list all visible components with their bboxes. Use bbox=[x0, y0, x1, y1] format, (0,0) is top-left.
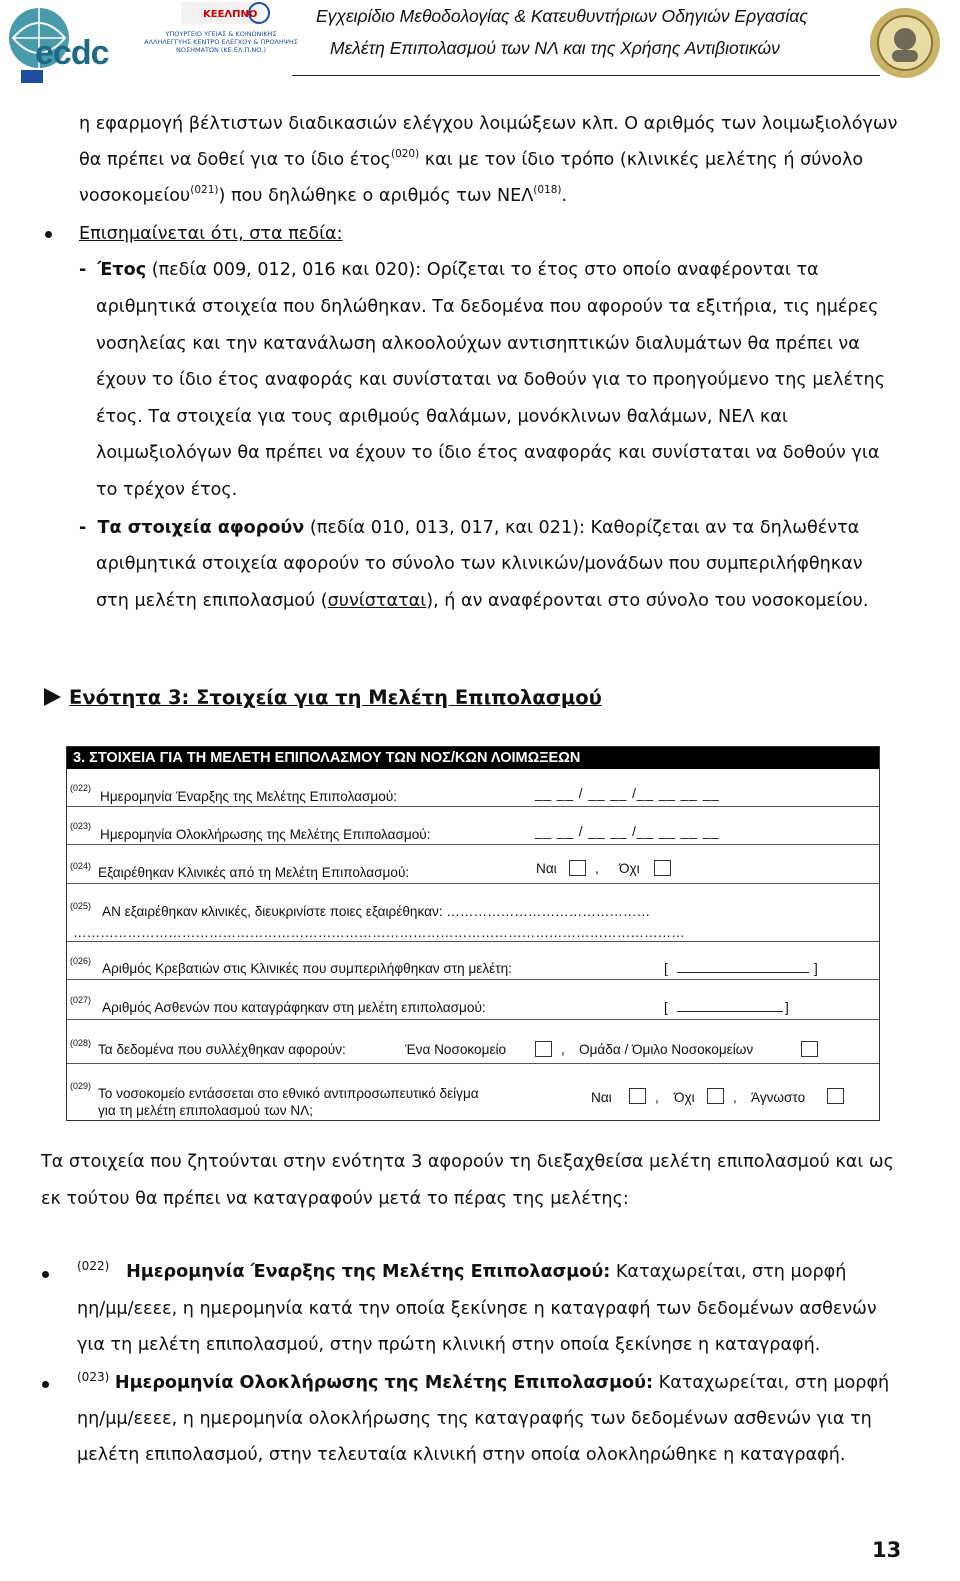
no-checkbox[interactable] bbox=[654, 860, 671, 876]
separator: , bbox=[595, 861, 599, 876]
intro-text: θα πρέπει να δοθεί για το ίδιο έτος bbox=[79, 150, 391, 170]
bullet-dot bbox=[42, 1271, 49, 1278]
separator: , bbox=[655, 1090, 659, 1105]
excluded-clinics-continuation[interactable]: ……………………………………………………………………………………………………………………… bbox=[73, 925, 685, 940]
patients-count-input[interactable] bbox=[677, 1011, 783, 1012]
end-date-input[interactable]: __ __ / __ __ /__ __ __ __ bbox=[535, 824, 720, 839]
field-code: (026) bbox=[70, 956, 92, 966]
medical-seal-logo bbox=[868, 6, 942, 80]
bracket: [ bbox=[664, 1000, 668, 1015]
bracket: ] bbox=[785, 1000, 789, 1015]
intro-text: ) που δηλώθηκε ο αριθμός των ΝΕΛ bbox=[218, 186, 534, 206]
option-label: Ομάδα / Όμιλο Νοσοκομείων bbox=[579, 1042, 754, 1057]
bullet-023-line-1 bbox=[77, 1365, 889, 1402]
field-code: (025) bbox=[70, 901, 92, 911]
keelpno-badge: ΚΕΕΛΠΝΟ bbox=[203, 9, 258, 20]
term: Ημερομηνία Έναρξης της Μελέτης Επιπολασμού: bbox=[126, 1262, 611, 1282]
bullet-022-line-1 bbox=[77, 1254, 846, 1291]
field-label: Εξαιρέθηκαν Κλινικές από τη Μελέτη Επιπολασμού: bbox=[98, 865, 410, 880]
after-form-line-2: εκ τούτου θα πρέπει να καταγραφούν μετά το πέρας της μελέτης: bbox=[41, 1189, 629, 1209]
option-label: Όχι bbox=[674, 1090, 695, 1105]
year-item-line-5: έτος. Τα στοιχεία για τους αριθμούς θαλάμων, μονόκλινων θαλάμων, ΝΕΛ και bbox=[96, 407, 788, 427]
field-code: (028) bbox=[70, 1038, 92, 1048]
option-label: Άγνωστο bbox=[751, 1090, 806, 1105]
intro-text: . bbox=[561, 186, 568, 206]
field-label: Αριθμός Ασθενών που καταγράφηκαν στη μελέτη επιπολασμού: bbox=[102, 1000, 486, 1015]
bullet-dot bbox=[45, 231, 52, 238]
item-text: (πεδία 009, 012, 016 και 020): Ορίζεται το έτος στο οποίο αναφέρονται τα bbox=[146, 260, 819, 280]
field-ref: (021) bbox=[190, 184, 219, 196]
year-item-line-6: λοιμωξιολόγων θα πρέπει να έχουν το ίδιο έτος αναφοράς και συνίσταται να δοθούν για bbox=[96, 443, 880, 463]
intro-line-3 bbox=[79, 178, 567, 215]
field-label: Τα δεδομένα που συλλέχθηκαν αφορούν: bbox=[98, 1042, 346, 1057]
ecdc-logo-text: ecdc bbox=[35, 34, 109, 72]
data-item-line-1 bbox=[79, 510, 859, 547]
field-ref: (020) bbox=[390, 148, 420, 160]
option-label: Ναι bbox=[536, 861, 557, 876]
field-ref: (023) bbox=[77, 1370, 110, 1384]
note-heading: Επισημαίνεται ότι, στα πεδία: bbox=[79, 224, 343, 244]
year-item-line-2: αριθμητικά στοιχεία που δηλώθηκαν. Τα δεδομένα που αφορούν τα εξιτήρια, τις ημέρες bbox=[96, 297, 879, 317]
intro-text: νοσοκομείου bbox=[79, 186, 191, 206]
arrow-right-icon bbox=[44, 688, 61, 706]
form-row-027 bbox=[67, 980, 879, 1020]
bullet-023-line-2: ηη/μμ/εεεε, η ημερομηνία ολοκλήρωσης της καταγραφής των δεδομένων ασθενών για τη bbox=[77, 1409, 872, 1429]
option-label: Ναι bbox=[591, 1090, 612, 1105]
page-number: 13 bbox=[872, 1538, 902, 1562]
yes-checkbox[interactable] bbox=[629, 1088, 646, 1104]
field-code: (022) bbox=[70, 783, 92, 793]
field-label: Ημερομηνία Ολοκλήρωσης της Μελέτης Επιπολασμού: bbox=[100, 827, 431, 842]
year-item-line-7: το τρέχον έτος. bbox=[96, 480, 238, 500]
item-text: Καταχωρείται, στη μορφή bbox=[653, 1373, 890, 1393]
unknown-checkbox[interactable] bbox=[827, 1088, 844, 1104]
bullet-022-line-2: ηη/μμ/εεεε, η ημερομηνία κατά την οποία ξεκίνησε η καταγραφή των δεδομένων ασθενών bbox=[77, 1299, 877, 1319]
header-divider bbox=[292, 75, 880, 76]
dash: - bbox=[79, 260, 87, 280]
bullet-023-line-3: μελέτη επιπολασμού, στην τελευταία κλινική στην οποία ολοκληρώθηκε η καταγραφή. bbox=[77, 1445, 846, 1465]
term: Τα στοιχεία αφορούν bbox=[97, 518, 305, 538]
data-item-line-3 bbox=[96, 583, 868, 620]
excluded-clinics-input[interactable]: ΑΝ εξαιρέθηκαν κλινικές, διευκρινίστε ποιες εξαιρέθηκαν: ……………………………………… bbox=[102, 904, 651, 919]
item-text: (πεδία 010, 013, 017, και 021): Καθορίζεται αν τα δηλωθέντα bbox=[304, 518, 860, 538]
keelpno-logo bbox=[141, 0, 301, 66]
bullet-dot bbox=[42, 1381, 49, 1388]
year-item-line-3: νοσηλείας και την κατανάλωση αλκοολούχων αντισηπτικών διαλυμάτων θα πρέπει να bbox=[96, 334, 860, 354]
form-row-028 bbox=[67, 1020, 879, 1064]
year-item-line-1 bbox=[79, 252, 819, 289]
header-subtitle: Μελέτη Επιπολασμού των ΝΛ και της Χρήσης Αντιβιοτικών bbox=[330, 38, 780, 58]
option-label: Ένα Νοσοκομείο bbox=[405, 1042, 507, 1057]
form-row-025 bbox=[67, 884, 879, 942]
yes-checkbox[interactable] bbox=[569, 860, 586, 876]
term: Ημερομηνία Ολοκλήρωσης της Μελέτης Επιπολασμού: bbox=[114, 1373, 654, 1393]
ecdc-logo bbox=[5, 4, 109, 86]
separator: , bbox=[561, 1042, 565, 1057]
term: Έτος bbox=[97, 260, 147, 280]
field-ref: (022) bbox=[77, 1259, 110, 1273]
bracket: [ bbox=[664, 961, 668, 976]
intro-line-2 bbox=[79, 142, 863, 179]
beds-count-input[interactable] bbox=[677, 972, 809, 973]
field-code: (024) bbox=[70, 861, 92, 871]
hospital-group-checkbox[interactable] bbox=[801, 1041, 818, 1057]
bullet-022-line-3: για τη μελέτη επιπολασμού, στην πρώτη κλινική στην οποία ξεκίνησε η καταγραφή. bbox=[77, 1335, 821, 1355]
field-label: Αριθμός Κρεβατιών στις Κλινικές που συμπεριλήφθηκαν στη μελέτη: bbox=[102, 961, 512, 976]
dash: - bbox=[79, 518, 87, 538]
form-title: 3. ΣΤΟΙΧΕΙΑ ΓΙΑ ΤΗ ΜΕΛΕΤΗ ΕΠΙΠΟΛΑΣΜΟΥ ΤΩΝ ΝΟΣ/ΚΩΝ ΛΟΙΜΩΞΕΩΝ bbox=[67, 747, 879, 769]
form-row-026 bbox=[67, 942, 879, 980]
field-code: (023) bbox=[70, 821, 92, 831]
after-form-line-1: Τα στοιχεία που ζητούνται στην ενότητα 3 αφορούν τη διεξαχθείσα μελέτη επιπολασμού και ως bbox=[41, 1152, 894, 1172]
field-code: (029) bbox=[70, 1081, 92, 1091]
form-row-029 bbox=[67, 1064, 879, 1119]
no-checkbox[interactable] bbox=[707, 1088, 724, 1104]
intro-text: και με τον ίδιο τρόπο (κλινικές μελέτης ή σύνολο bbox=[419, 150, 864, 170]
item-text: Καταχωρείται, στη μορφή bbox=[610, 1262, 847, 1282]
option-label: Όχι bbox=[619, 861, 640, 876]
item-text: ), ή αν αναφέρονται στο σύνολο του νοσοκομείου. bbox=[426, 591, 869, 611]
field-ref: (018) bbox=[533, 184, 562, 196]
field-label: Ημερομηνία Έναρξης της Μελέτης Επιπολασμού: bbox=[100, 789, 398, 804]
item-text: στη μελέτη επιπολασμού ( bbox=[96, 591, 328, 611]
start-date-input[interactable]: __ __ / __ __ /__ __ __ __ bbox=[535, 786, 720, 801]
form-row-022 bbox=[67, 769, 879, 807]
section-heading bbox=[44, 686, 602, 709]
form-row-023 bbox=[67, 807, 879, 845]
data-item-line-2: αριθμητικά στοιχεία αφορούν το σύνολο των κλινικών/μονάδων που συμπεριλήφθηκαν bbox=[96, 554, 863, 574]
bracket: ] bbox=[814, 961, 818, 976]
single-hospital-checkbox[interactable] bbox=[535, 1041, 552, 1057]
field-code: (027) bbox=[70, 995, 92, 1005]
keelpno-caption: ΥΠΟΥΡΓΕΙΟ ΥΓΕΙΑΣ & ΚΟΙΝΩΝΙΚΗΣ ΑΛΛΗΛΕΓΓΥΗΣ ΚΕΝΤΡΟ ΕΛΕΓΧΟΥ & ΠΡΟΛΗΨΗΣ ΝΟΣΗΜΑΤΩΝ (ΚΕ.ΕΛ.Π.ΝΟ.) bbox=[144, 30, 298, 54]
field-label: Το νοσοκομείο εντάσσεται στο εθνικό αντιπροσωπευτικό δείγμα bbox=[98, 1086, 479, 1101]
section-heading-text: Ενότητα 3: Στοιχεία για τη Μελέτη Επιπολασμού bbox=[69, 686, 602, 709]
year-item-line-4: έχουν το ίδιο έτος αναφοράς και συνίσταται να δοθούν για το προηγούμενο της μελέτης bbox=[96, 370, 886, 390]
field-label: για τη μελέτη επιπολασμού των ΝΛ; bbox=[98, 1103, 314, 1118]
form-row-024 bbox=[67, 845, 879, 884]
form-section-3 bbox=[66, 746, 880, 1121]
underlined-word: συνίσταται bbox=[327, 591, 427, 611]
intro-line-1: η εφαρμογή βέλτιστων διαδικασιών ελέγχου λοιμώξεων κλπ. Ο αριθμός των λοιμωξιολόγων bbox=[79, 114, 898, 134]
header-title: Εγχειρίδιο Μεθοδολογίας & Κατευθυντήριων Οδηγιών Εργασίας bbox=[316, 6, 808, 26]
separator: , bbox=[733, 1090, 737, 1105]
